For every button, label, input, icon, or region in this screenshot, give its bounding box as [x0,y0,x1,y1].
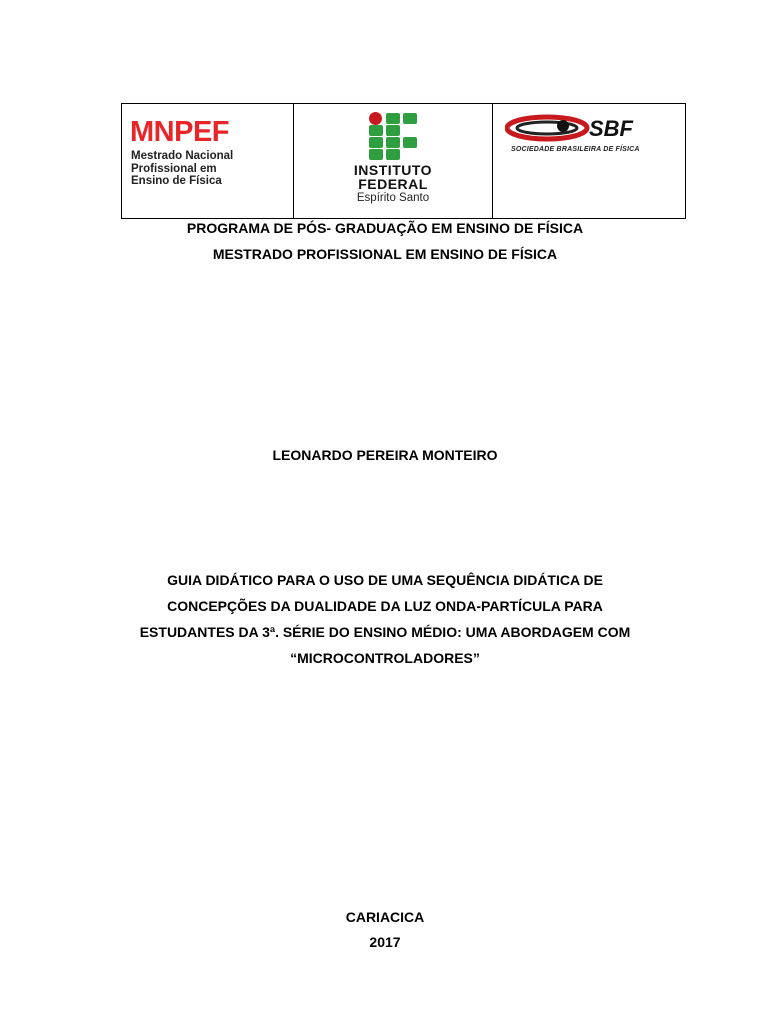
document-title-line: CONCEPÇÕES DA DUALIDADE DA LUZ ONDA-PARTÍCULA PARA [167,598,603,614]
instituto-federal-logo [294,104,492,218]
city: CARIACICA [345,909,425,925]
logo-header-table [121,103,686,219]
mnpef-logo-cell [122,104,294,219]
instituto-federal-logo-cell [294,104,493,219]
instituto-federal-campus: Espírito Santo [356,192,430,204]
author-name: LEONARDO PEREIRA MONTEIRO [272,447,498,463]
mnpef-logo [122,104,293,218]
program-heading: PROGRAMA DE PÓS- GRADUAÇÃO EM ENSINO DE FÍSICA [186,220,584,236]
sbf-caption: SOCIEDADE BRASILEIRA DE FÍSICA [511,146,640,153]
course-heading: MESTRADO PROFISSIONAL EM ENSINO DE FÍSICA [212,246,558,262]
sbf-emblem-icon [505,112,675,146]
document-title-line: GUIA DIDÁTICO PARA O USO DE UMA SEQUÊNCIA DIDÁTICA DE [167,572,603,588]
mnpef-subtitle-line: Profissional em [131,162,217,175]
sbf-logo-cell [493,104,686,219]
sbf-logo [493,104,685,218]
mnpef-logo-title: MNPEF [130,116,229,148]
document-title-line: “MICROCONTROLADORES” [290,650,480,666]
sbf-acronym: SBF [589,116,633,141]
instituto-federal-name-line: INSTITUTO [353,162,433,178]
mnpef-subtitle-line: Ensino de Física [131,175,222,187]
mnpef-subtitle-line: Mestrado Nacional [131,150,234,162]
instituto-federal-name-line: FEDERAL [358,176,428,192]
mnpef-logo-subtitle [131,150,233,188]
document-title-line: ESTUDANTES DA 3ª. SÉRIE DO ENSINO MÉDIO: UMA ABORDAGEM COM [139,624,631,640]
year: 2017 [369,934,401,950]
instituto-federal-emblem-icon [369,112,421,160]
instituto-federal-name [294,163,492,191]
